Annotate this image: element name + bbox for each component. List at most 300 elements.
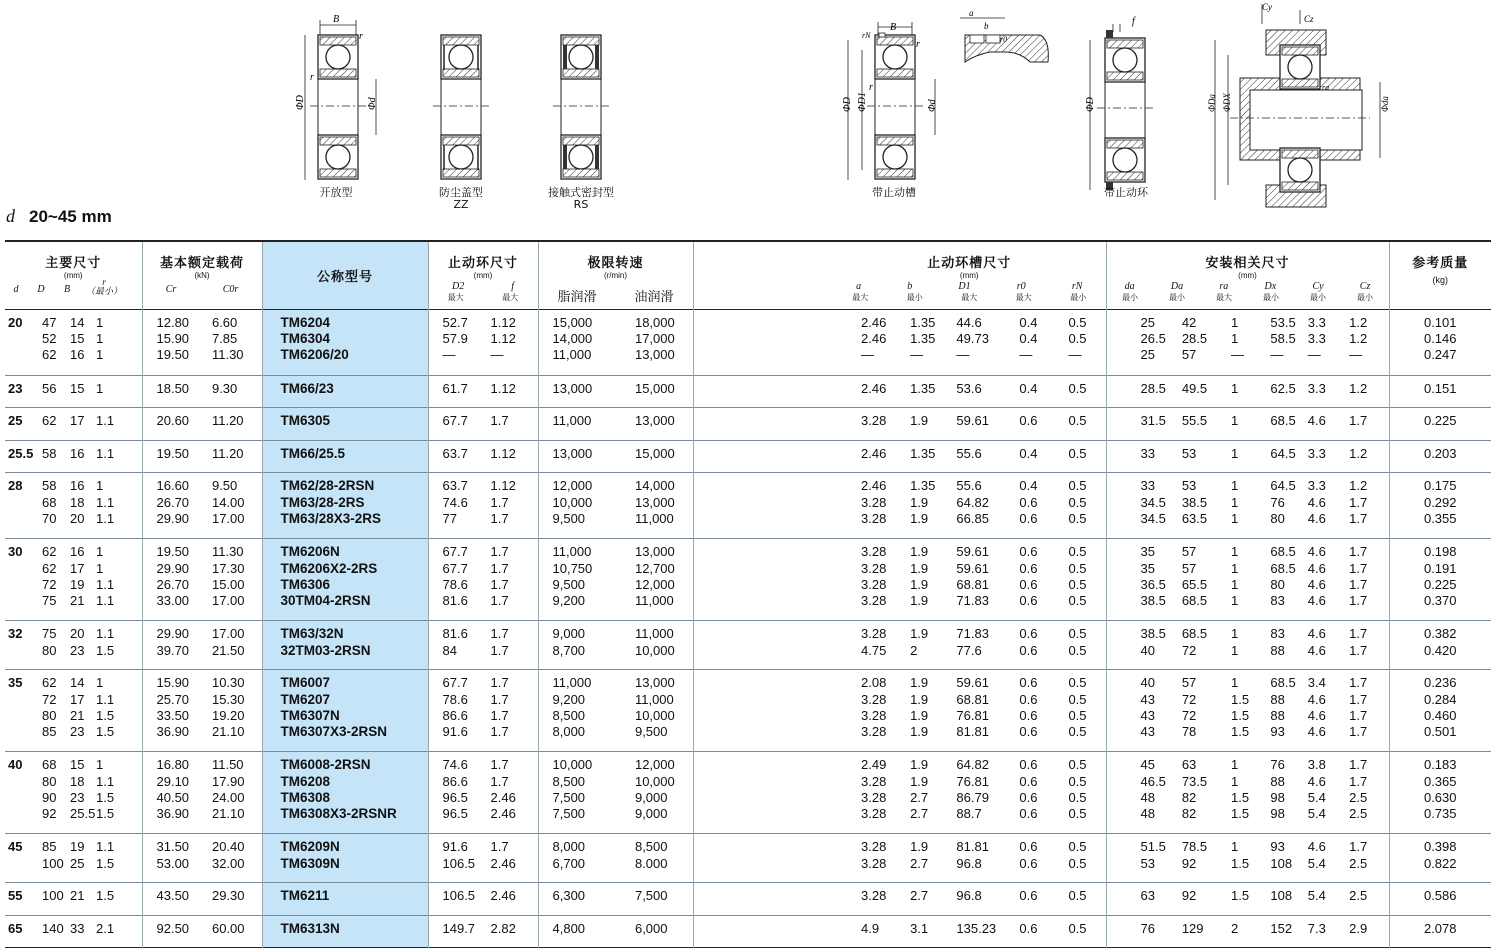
cell-value: 0.6 [1019,675,1038,691]
cell-value: 2.7 [910,855,929,871]
cell-value: 0.5 [1068,707,1087,723]
model-number: TM6306 [280,576,331,592]
model-number: TM66/25.5 [280,445,346,461]
cell-value: 68.5 [1270,560,1296,576]
cell-value: 13,000 [634,494,675,510]
cell-value: 0.5 [1068,789,1087,805]
cell-value: 1.7 [1349,642,1368,658]
cell-value: 71.83 [956,593,989,609]
cell-value: 1.7 [1349,773,1368,789]
table-row [5,752,1491,834]
cell-value: 23 [70,642,85,658]
cell-value: 35 [1140,544,1155,560]
svg-text:Φda: Φda [1380,96,1390,112]
table-row [5,834,1491,883]
cell-value: 4.6 [1307,724,1326,740]
cell-value: 1.7 [490,576,509,592]
data-cell [538,834,693,883]
data-cell [5,915,142,948]
svg-text:r: r [916,39,920,50]
data-cell [1389,539,1491,621]
cell-value: 3.3 [1307,380,1326,396]
cell-value: 12.80 [156,314,190,330]
cell-value: 57 [1181,675,1197,691]
cell-value: 0.292 [1423,494,1457,510]
svg-text:r0: r0 [1000,35,1008,44]
cell-value: 3.28 [861,806,887,822]
cell-value: 29.30 [211,888,245,904]
cell-value: 39.70 [156,642,190,658]
table-row [5,473,1491,539]
cell-value: 62 [42,413,57,429]
cell-value: 33 [1140,478,1155,494]
cell-value: 17 [70,691,85,707]
cell-value: 32.00 [211,855,245,871]
cell-value: 64.5 [1270,445,1296,461]
data-cell [693,883,833,916]
bore-d: 65 [8,920,23,936]
cell-value: 1 [1231,642,1239,658]
cell-value: 1.7 [490,773,509,789]
cell-value: 1.1 [96,593,115,609]
cell-value: 6,300 [552,888,586,904]
model-cell [262,539,428,621]
cell-value: 1.7 [490,757,509,773]
cell-value: 68.5 [1181,626,1208,642]
cell-value: 19 [70,576,85,592]
model-cell [262,408,428,441]
cell-value: 72 [42,691,57,707]
cell-value: 1.7 [490,675,509,691]
cell-value: 59.61 [956,413,989,429]
cell-value: 88 [1270,773,1285,789]
data-cell [1389,915,1491,948]
cell-value: 0.370 [1423,593,1457,609]
bore-d: 23 [8,380,23,396]
cell-value: 3.28 [861,576,887,592]
cell-value: 18 [70,773,85,789]
cell-value: 3.28 [861,855,887,871]
cell-value: — [1068,347,1082,363]
cell-value: 31.5 [1140,413,1166,429]
cell-value: 81.6 [442,626,468,642]
cell-value: 88 [1270,707,1285,723]
cell-value: 2.078 [1423,920,1457,936]
cell-value: 43 [1140,724,1155,740]
cell-value: 57 [1181,560,1197,576]
cell-value: 149.7 [442,920,476,936]
cell-value: 93 [1270,724,1285,740]
cell-value: 17 [70,413,85,429]
cell-value: 2.7 [910,789,929,805]
data-cell [142,883,262,916]
data-cell [693,309,833,375]
cell-value: 25 [70,855,85,871]
cell-value: 11,000 [634,626,674,642]
mass-header: 参考质量 (kg) [1412,255,1469,285]
cell-value: 7.3 [1307,920,1326,936]
table-row [5,670,1491,752]
bearing-diagrams [0,0,1500,210]
cell-value: 96.5 [442,806,468,822]
cell-value: 62 [42,560,57,576]
snap-ring-drawing [1085,16,1155,190]
cell-value: 1 [96,347,104,363]
cell-value: 10,000 [552,494,593,510]
data-cell [693,621,833,670]
cell-value: 13,000 [634,675,675,691]
cell-value: 33.00 [156,593,190,609]
cell-value: 0.5 [1068,724,1087,740]
cell-value: 1 [1231,839,1239,855]
cell-value: 4.6 [1307,593,1326,609]
cell-value: 53 [1181,445,1197,461]
cell-value: 1.35 [910,330,936,346]
cell-value: 1.1 [96,839,115,855]
cell-value: 106.5 [442,855,476,871]
cell-value: 2.9 [1349,920,1368,936]
cell-value: 1.2 [1349,314,1368,330]
cell-value: 4.6 [1307,544,1326,560]
cell-value: 1.2 [1349,445,1368,461]
cell-value: 106.5 [442,888,476,904]
open-type-drawing [295,14,378,180]
cell-value: 1.9 [910,707,929,723]
data-cell [1106,883,1389,916]
cell-value: 53 [1181,478,1197,494]
bore-d: 25.5 [8,445,34,461]
cell-value: 0.6 [1019,560,1038,576]
main-dims-header: 主要尺寸 (mm) d D B r （最小） [5,241,142,309]
cell-value: 1.7 [1349,691,1368,707]
cell-value: 11,000 [552,347,592,363]
data-cell [1389,834,1491,883]
data-cell [833,670,1106,752]
cell-value: 3.28 [861,510,887,526]
cell-value: 90 [42,789,57,805]
model-cell [262,670,428,752]
cell-value: 26.70 [156,494,190,510]
data-cell [1389,670,1491,752]
cell-value: 71.83 [956,626,989,642]
cell-value: 0.236 [1423,675,1457,691]
cell-value: 10,000 [634,642,675,658]
cell-value: 1.12 [490,380,516,396]
data-cell [693,408,833,441]
cell-value: 0.6 [1019,691,1038,707]
cell-value: 1 [96,380,104,396]
cell-value: 0.630 [1423,789,1457,805]
cell-value: 20 [70,510,85,526]
cell-value: 21.10 [211,724,245,740]
data-cell [538,473,693,539]
data-cell [5,375,142,408]
svg-text:ΦDX: ΦDX [1222,93,1232,112]
cell-value: 49.5 [1181,380,1208,396]
cell-value: 88.7 [956,806,982,822]
cell-value: 1.7 [1349,839,1368,855]
cell-value: 1.35 [910,380,936,396]
table-row [5,883,1491,916]
table-row [5,621,1491,670]
cell-value: 5.4 [1307,806,1326,822]
cell-value: 36.90 [156,806,190,822]
model-number: TM63/28X3-2RS [280,510,382,526]
cell-value: 9,000 [552,626,586,642]
cell-value: 7.85 [211,330,238,346]
cell-value: 74.6 [442,757,468,773]
cell-value: 1.5 [1231,707,1250,723]
cell-value: 2.46 [861,478,887,494]
cell-value: 4.6 [1307,691,1326,707]
cell-value: 1 [1231,314,1239,330]
data-cell [538,309,693,375]
cell-value: 18 [70,494,85,510]
cell-value: 1.5 [96,642,115,658]
cell-value: 2.5 [1349,789,1368,805]
model-number: TM6007 [280,675,331,691]
cell-value: 9,500 [552,510,586,526]
data-cell [142,670,262,752]
data-cell [5,539,142,621]
data-cell [1106,915,1389,948]
bearing-drawings [0,0,1500,210]
data-cell [5,440,142,473]
cell-value: 0.6 [1019,707,1038,723]
data-cell [833,915,1106,948]
table-row [5,375,1491,408]
cell-value: 0.420 [1423,642,1457,658]
cell-value: 10,000 [552,757,593,773]
data-cell [5,309,142,375]
data-cell [142,621,262,670]
cell-value: — [1349,347,1363,363]
cell-value: 4.6 [1307,413,1326,429]
cell-value: 58.5 [1270,330,1296,346]
data-cell [142,834,262,883]
bore-d: 25 [8,413,23,429]
cell-value: 72 [42,576,57,592]
cell-value: 1.5 [1231,724,1250,740]
cell-value: 1.9 [910,757,929,773]
cell-value: 1 [1231,576,1239,592]
cell-value: 1 [96,560,104,576]
model-number: TM6008-2RSN [280,757,371,773]
cell-value: 1.7 [490,642,509,658]
cell-value: 4.6 [1307,576,1326,592]
cell-value: 14,000 [552,330,593,346]
svg-text:Cz: Cz [1304,14,1314,24]
cell-value: 80 [1270,510,1285,526]
cell-value: 62 [42,544,57,560]
cell-value: 0.5 [1068,855,1087,871]
cell-value: 63 [1181,757,1197,773]
cell-value: 28.5 [1140,380,1166,396]
cell-value: 108 [1270,855,1293,871]
cell-value: — [490,347,504,363]
svg-text:r: r [359,31,363,42]
cell-value: 15.00 [211,576,245,592]
cell-value: 38.5 [1140,626,1166,642]
cell-value: 4.6 [1307,626,1326,642]
cell-value: 92 [42,806,57,822]
cell-value: 14 [70,314,85,330]
cell-value: 91.6 [442,839,468,855]
cell-value: 1.5 [96,855,115,871]
cell-value: 18.50 [156,380,190,396]
data-cell [428,752,538,834]
data-cell [428,834,538,883]
model-cell [262,834,428,883]
cell-value: 1 [1231,626,1239,642]
data-cell [1106,440,1389,473]
cell-value: 1.2 [1349,478,1368,494]
cell-value: 96.5 [442,789,468,805]
cell-value: 0.6 [1019,544,1038,560]
cell-value: 4.9 [861,920,880,936]
cell-value: 29.90 [156,626,190,642]
cell-value: 11,000 [634,510,674,526]
cell-value: 3.3 [1307,478,1326,494]
cell-value: 3.28 [861,560,887,576]
cell-value: 80 [42,642,57,658]
svg-text:Φd: Φd [927,99,938,112]
cell-value: 108 [1270,888,1293,904]
cell-value: 1.1 [96,510,115,526]
cell-value: 47 [42,314,57,330]
cell-value: 17.90 [211,773,245,789]
caption-open: 开放型 [319,186,353,199]
cell-value: 0.5 [1068,626,1087,642]
cell-value: 34.5 [1140,510,1166,526]
data-cell [538,408,693,441]
cell-value: 1.7 [490,560,509,576]
data-cell [833,883,1106,916]
cell-value: 4.75 [861,642,887,658]
data-cell [1389,473,1491,539]
cell-value: 78.6 [442,576,468,592]
table-row [5,915,1491,948]
cell-value: 0.6 [1019,413,1038,429]
cell-value: 100 [42,888,64,904]
cell-value: 1.7 [490,626,509,642]
cell-value: 82 [1181,789,1197,805]
cell-value: 0.382 [1423,626,1457,642]
cell-value: 25.70 [156,691,190,707]
cell-value: 12,000 [634,757,675,773]
cell-value: 1.7 [1349,675,1368,691]
bore-d: 55 [8,888,23,904]
model-cell [262,473,428,539]
cell-value: 68.81 [956,691,989,707]
cell-value: 129 [1181,920,1204,936]
data-cell [538,752,693,834]
cell-value: 1.5 [1231,691,1250,707]
data-cell [538,621,693,670]
cell-value: 15,000 [634,380,675,396]
cell-value: 0.5 [1068,642,1087,658]
cell-value: 1.1 [96,773,115,789]
cell-value: 2.7 [910,888,929,904]
cell-value: 21 [70,593,85,609]
data-cell [693,440,833,473]
cell-value: 10,750 [552,560,593,576]
data-cell [693,473,833,539]
seal-type-drawing [553,35,610,179]
data-cell [428,408,538,441]
cell-value: 63.7 [442,445,468,461]
data-cell [428,915,538,948]
data-cell [428,539,538,621]
spacer-header [693,241,833,309]
cell-value: 0.6 [1019,724,1038,740]
cell-value: 1.9 [910,675,929,691]
cell-value: 19.50 [156,445,190,461]
cell-value: 60.00 [211,920,245,936]
cell-value: 8,500 [552,707,586,723]
svg-text:a: a [969,8,974,18]
cell-value: 16 [70,445,85,461]
cell-value: 68 [42,494,57,510]
cell-value: 10.30 [211,675,245,691]
cell-value: 19.50 [156,544,190,560]
cell-value: 3.28 [861,724,887,740]
cell-value: 33 [70,920,85,936]
cell-value: 0.460 [1423,707,1457,723]
cell-value: 6,000 [634,920,668,936]
cell-value: 76 [1270,757,1285,773]
cell-value: 17,000 [634,330,675,346]
cell-value: 13,000 [634,413,675,429]
cell-value: 64.82 [956,757,989,773]
svg-text:ΦDa: ΦDa [1207,94,1217,112]
cell-value: 6.60 [211,314,238,330]
speed-header: 极限转速 (r/min) 脂润滑 油润滑 [538,241,693,309]
cell-value: — [1019,347,1033,363]
cell-value: — [1270,347,1284,363]
cell-value: 98 [1270,806,1285,822]
cell-value: 0.225 [1423,576,1457,592]
cell-value: 9,200 [552,593,586,609]
cell-value: 0.198 [1423,544,1457,560]
cell-value: 1.5 [1231,855,1250,871]
cell-value: 76 [1270,494,1285,510]
cell-value: 75 [42,593,57,609]
cell-value: 5.4 [1307,855,1326,871]
cell-value: 17 [70,560,85,576]
cell-value: 13,000 [634,347,675,363]
cell-value: 21.50 [211,642,245,658]
data-cell [428,883,538,916]
cell-value: 12,000 [634,576,675,592]
cell-value: 88 [1270,642,1285,658]
cell-value: 53 [1140,855,1155,871]
svg-text:b: b [984,21,989,31]
cell-value: 0.5 [1068,839,1087,855]
cell-value: 4.6 [1307,707,1326,723]
model-cell [262,621,428,670]
cell-value: 1.7 [1349,560,1368,576]
cell-value: 1.9 [910,510,929,526]
cell-value: 81.6 [442,593,468,609]
cell-value: 29.10 [156,773,190,789]
cell-value: 55.6 [956,445,982,461]
cell-value: 1.1 [96,494,115,510]
bore-d: 45 [8,839,23,855]
cell-value: 20 [70,626,85,642]
data-cell [1106,834,1389,883]
cell-value: 0.4 [1019,380,1038,396]
